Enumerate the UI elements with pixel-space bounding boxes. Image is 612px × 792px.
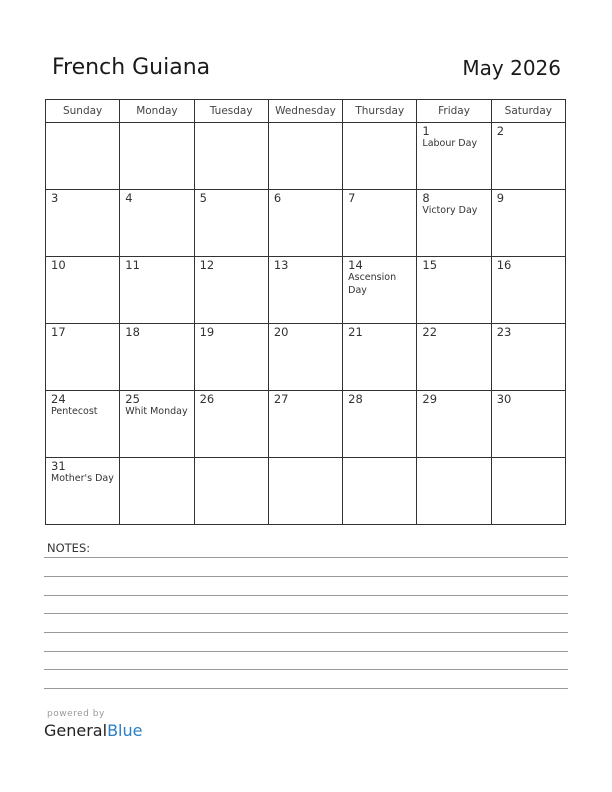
brand-name-part1: General (44, 721, 108, 740)
day-number: 1 (422, 124, 430, 138)
month-title: May 2026 (462, 56, 561, 80)
powered-by-text: powered by (47, 709, 105, 719)
day-number: 31 (51, 459, 66, 473)
day-number: 14 (348, 258, 363, 272)
weekday-sunday: Sunday (46, 100, 120, 123)
day-cell (491, 190, 565, 257)
day-cell (194, 391, 268, 458)
holiday-label: Mother's Day (51, 473, 114, 484)
note-line (44, 632, 568, 633)
week-row (46, 458, 566, 525)
day-number: 17 (51, 325, 66, 339)
note-line (44, 595, 568, 596)
week-row (46, 257, 566, 324)
note-line (44, 688, 568, 689)
day-number: 27 (273, 392, 289, 406)
day-cell (268, 123, 342, 190)
brand-logo (44, 721, 142, 740)
day-cell (417, 257, 491, 324)
day-cell (194, 458, 268, 525)
week-row (46, 324, 566, 391)
day-number: 25 (125, 392, 140, 406)
country-title: French Guiana (52, 55, 211, 80)
weekday-tuesday: Tuesday (194, 100, 268, 123)
day-number: 22 (422, 325, 438, 339)
day-cell (120, 123, 194, 190)
day-cell (491, 257, 565, 324)
day-number: 7 (348, 191, 356, 205)
day-cell (120, 190, 194, 257)
day-number: 24 (51, 392, 66, 406)
weekday-thursday: Thursday (343, 100, 417, 123)
day-number: 18 (125, 325, 140, 339)
holiday-label: Victory Day (422, 205, 478, 216)
day-cell (417, 391, 491, 458)
day-number: 12 (199, 258, 215, 272)
day-number: 10 (51, 258, 66, 272)
day-cell (417, 324, 491, 391)
note-line (44, 613, 568, 614)
day-number: 28 (348, 392, 363, 406)
holiday-label: Labour Day (422, 138, 478, 149)
day-cell (343, 257, 417, 324)
notes-label: NOTES: (47, 541, 91, 555)
day-number: 11 (125, 258, 140, 272)
day-cell (343, 391, 417, 458)
day-cell (417, 123, 491, 190)
day-cell (46, 190, 120, 257)
note-line (44, 651, 568, 652)
day-cell (343, 123, 417, 190)
day-cell (491, 391, 565, 458)
day-number: 19 (199, 325, 215, 339)
day-number: 29 (422, 392, 438, 406)
day-number: 30 (496, 392, 512, 406)
day-number: 2 (496, 124, 505, 138)
day-cell (46, 458, 120, 525)
day-cell (46, 123, 120, 190)
day-cell (46, 324, 120, 391)
day-number: 26 (199, 392, 215, 406)
day-cell (268, 324, 342, 391)
day-cell (120, 458, 194, 525)
day-number: 9 (496, 191, 505, 205)
day-cell (343, 324, 417, 391)
day-number: 4 (125, 191, 133, 205)
day-cell (417, 458, 491, 525)
weekday-saturday: Saturday (491, 100, 565, 123)
day-cell (491, 458, 565, 525)
week-row (46, 190, 566, 257)
day-number: 23 (496, 325, 512, 339)
week-row (46, 391, 566, 458)
day-cell (194, 257, 268, 324)
day-cell (268, 257, 342, 324)
day-cell (343, 190, 417, 257)
brand-name-part2: Blue (107, 721, 143, 740)
weekday-header-row (46, 100, 566, 123)
note-line (44, 669, 568, 670)
day-cell (194, 123, 268, 190)
note-line (44, 576, 568, 577)
holiday-label: Whit Monday (125, 406, 188, 417)
note-line (44, 557, 568, 558)
day-cell (417, 190, 491, 257)
weekday-monday: Monday (120, 100, 194, 123)
day-cell (194, 324, 268, 391)
day-cell (120, 391, 194, 458)
day-number: 3 (51, 191, 59, 205)
day-cell (46, 257, 120, 324)
holiday-label: Ascension Day (348, 272, 397, 296)
holiday-label: Pentecost (51, 406, 98, 417)
day-number: 5 (199, 191, 207, 205)
day-cell (268, 391, 342, 458)
weekday-wednesday: Wednesday (268, 100, 342, 123)
day-cell (268, 190, 342, 257)
day-number: 20 (273, 325, 289, 339)
calendar-grid (45, 99, 566, 525)
day-cell (194, 190, 268, 257)
day-cell (46, 391, 120, 458)
day-cell (343, 458, 417, 525)
day-cell (268, 458, 342, 525)
day-cell (491, 123, 565, 190)
day-number: 16 (496, 258, 512, 272)
day-number: 21 (348, 325, 363, 339)
day-number: 8 (422, 191, 430, 205)
weekday-friday: Friday (417, 100, 491, 123)
day-number: 6 (273, 191, 282, 205)
day-cell (120, 257, 194, 324)
day-cell (120, 324, 194, 391)
day-number: 15 (422, 258, 438, 272)
day-cell (491, 324, 565, 391)
day-number: 13 (273, 258, 289, 272)
week-row (46, 123, 566, 190)
